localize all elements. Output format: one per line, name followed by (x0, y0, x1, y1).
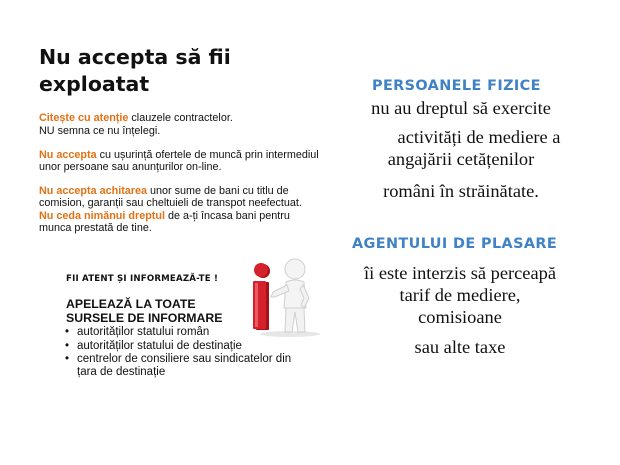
info-person-icon (242, 258, 328, 338)
advice-highlight: Nu accepta (39, 149, 97, 161)
section-body-agent (342, 262, 578, 358)
body-line: angajării cetățenilor (387, 149, 535, 169)
source-item: • autorităților statului de destinație (64, 340, 314, 353)
body-line: nu au dreptul să exercite (371, 98, 551, 118)
section-heading-agent: AGENTULUI DE PLASARE (352, 236, 558, 252)
advice-item (39, 112, 324, 124)
advice-text: NU semna ce nu înțelegi. (39, 125, 161, 137)
attention-note: FII ATENT ȘI INFORMEAZĂ-TE ! (66, 274, 219, 284)
advice-item (39, 210, 324, 234)
section-body-individuals (338, 97, 584, 202)
body-line: tarif de mediere, (399, 285, 521, 305)
advice-text: clauzele contractelor. (128, 112, 233, 124)
advice-text: de a-ți încasa bani pentru munca prestată de tine. (39, 210, 290, 234)
advice-item (39, 149, 324, 173)
info-person-graphic (242, 258, 328, 338)
advice-list (39, 112, 324, 234)
body-line: români în străinătate. (383, 181, 539, 201)
page-title (39, 44, 269, 98)
source-item: • autorităților statului român (64, 326, 314, 339)
body-line: comisioane (418, 307, 502, 327)
section-heading-individuals: PERSOANELE FIZICE (372, 78, 541, 94)
svg-text:i: i (259, 318, 260, 319)
advice-highlight: Nu ceda nimănui dreptul (39, 210, 165, 222)
body-line: activități de mediere a (397, 127, 561, 147)
advice-item (39, 125, 324, 137)
advice-text: cu ușurință ofertele de muncă prin intermediul unor persoane sau anunțurilor on-line. (39, 149, 319, 173)
body-line: sau alte taxe (414, 337, 506, 357)
body-line: îi este interzis să perceapă (364, 263, 556, 283)
call-to-action: APELEAZĂ LA TOATE SURSELE DE INFORMARE (66, 297, 223, 325)
source-item: • centrelor de consiliere sau sindicatelor din țara de destinație (64, 353, 314, 378)
title-line-2: exploatat (39, 72, 150, 96)
advice-item (39, 185, 324, 209)
title-line-1: Nu accepta să fii (39, 45, 231, 69)
advice-highlight: Nu accepta achitarea (39, 185, 148, 197)
advice-text: unor sume de bani cu titlu de comision, garanții sau cheltuieli de transpot neefectuat. (39, 185, 302, 209)
advice-highlight: Citește cu atenție (39, 112, 129, 124)
